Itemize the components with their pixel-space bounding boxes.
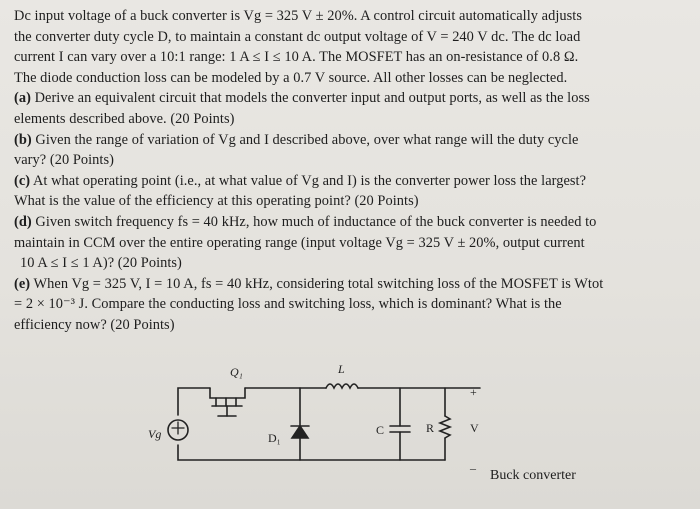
output-voltage-label: V xyxy=(470,421,479,435)
part-b-line-2: vary? (20 Points) xyxy=(14,152,114,169)
intro-line-4: The diode conduction loss can be modeled by a 0.7 V source. All other losses can be neglected. xyxy=(14,69,568,86)
capacitor-label: C xyxy=(376,423,385,437)
circuit-diagram xyxy=(150,360,500,500)
part-e-line-2: = 2 × 10⁻³ J. Compare the conducting loss and switching loss, which is dominant? What is the xyxy=(14,296,562,313)
source-label: Vg xyxy=(148,427,162,441)
part-e-line-1: When Vg = 325 V, I = 10 A, fs = 40 kHz, considering total switching loss of the MOSFET is Wtot xyxy=(30,275,604,292)
diode-label: D₁ xyxy=(268,431,281,445)
part-e-label: (e) xyxy=(14,275,31,292)
part-a-line-1: Derive an equivalent circuit that models the converter input and output ports, as well as the loss xyxy=(30,90,590,107)
inductor-symbol xyxy=(326,384,358,388)
output-minus-label: – xyxy=(470,461,476,475)
part-d xyxy=(14,212,686,274)
part-a-line-2: elements described above. (20 Points) xyxy=(14,110,235,127)
part-d-line-1: Given switch frequency fs = 40 kHz, how much of inductance of the buck converter is needed to xyxy=(31,213,597,230)
mosfet-symbol xyxy=(210,388,245,416)
part-a-label: (a) xyxy=(14,90,31,107)
part-c-line-1: At what operating point (i.e., at what value of Vg and I) is the converter power loss the largest? xyxy=(30,172,587,189)
wire-top-left xyxy=(178,388,210,415)
resistor-label: R xyxy=(426,421,435,435)
part-c xyxy=(14,171,686,212)
source-plus-sign xyxy=(172,422,184,434)
output-plus-label: + xyxy=(470,385,477,399)
diode-symbol xyxy=(291,426,309,438)
intro-paragraph xyxy=(14,6,686,88)
part-b-label: (b) xyxy=(14,131,32,148)
part-c-label: (c) xyxy=(14,172,31,189)
part-d-line-3: 10 A ≤ I ≤ 1 A)? (20 Points) xyxy=(20,255,182,272)
wire-bottom xyxy=(178,445,445,460)
intro-line-1: Dc input voltage of a buck converter is Vg = 325 V ± 20%. A control circuit automatically adjusts xyxy=(14,8,582,24)
intro-line-3: current I can vary over a 10:1 range: 1 A ≤ I ≤ 10 A. The MOSFET has an on-resistance of 0.8 Ω. xyxy=(14,49,579,66)
part-a xyxy=(14,88,686,129)
resistor-symbol xyxy=(440,416,450,438)
inductor-label: L xyxy=(338,362,345,376)
part-b-line-1: Given the range of variation of Vg and I described above, over what range will the duty cycle xyxy=(31,131,579,148)
part-e-line-3: efficiency now? (20 Points) xyxy=(14,316,175,333)
buck-converter-circuit xyxy=(150,360,500,500)
part-b xyxy=(14,130,686,171)
capacitor-symbol xyxy=(390,426,410,432)
problem-text xyxy=(14,6,686,336)
part-d-line-2: maintain in CCM over the entire operating range (input voltage Vg = 325 V ± 20%, output current xyxy=(14,234,585,251)
circuit-caption: Buck converter xyxy=(490,468,576,483)
part-e xyxy=(14,274,686,336)
part-c-line-2: What is the value of the efficiency at this operating point? (20 Points) xyxy=(14,193,419,210)
intro-line-2: the converter duty cycle D, to maintain a constant dc output voltage of V = 240 V dc. The dc load xyxy=(14,28,581,45)
switch-label: Q₁ xyxy=(230,365,243,379)
part-d-label: (d) xyxy=(14,213,32,230)
